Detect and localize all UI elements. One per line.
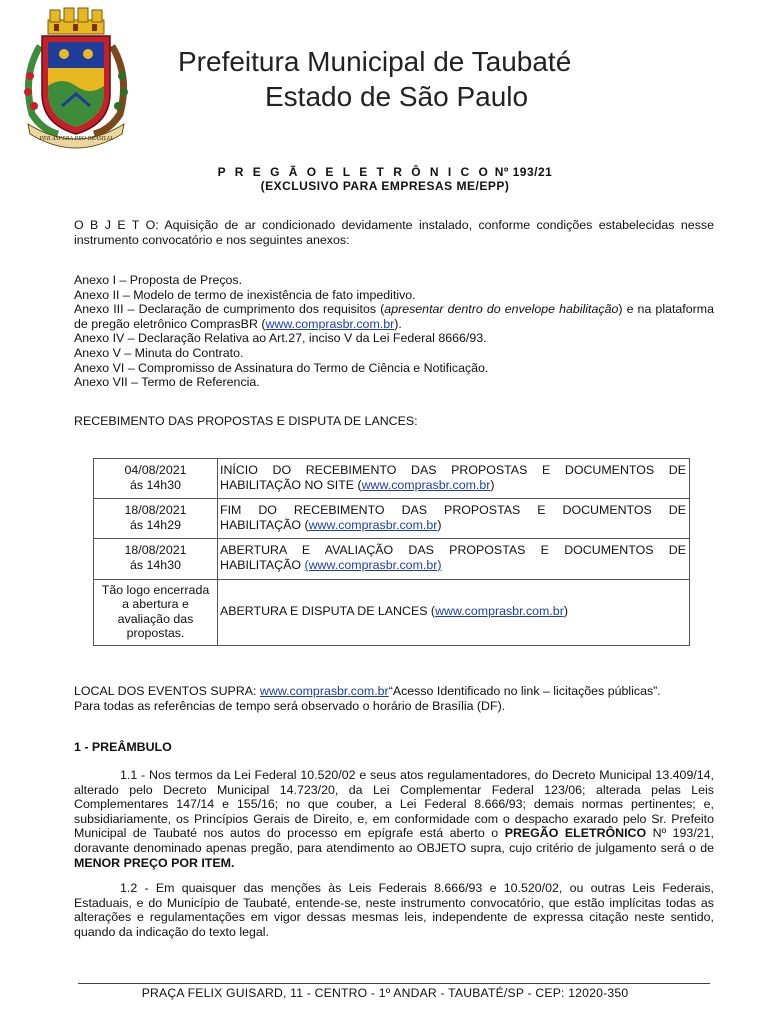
anexo-item: Anexo VI – Compromisso de Assinatura do Termo de Ciência e Notificação.	[74, 360, 489, 375]
schedule-desc-cont: HABILITAÇÃO	[220, 557, 305, 572]
schedule-time: ás 14h29	[130, 517, 181, 532]
schedule-time: ás 14h30	[130, 477, 181, 492]
anexo-item	[74, 302, 714, 331]
preambulo-paragraph-1	[74, 768, 714, 870]
objeto-text: Aquisição de ar condicionado devidamente instalado, conforme condições estabelecidas nesse instrumento convocatório e nos seguintes anexos:	[74, 218, 714, 247]
municipal-coat-of-arms-logo	[18, 6, 134, 152]
schedule-date: 18/08/2021	[124, 543, 187, 558]
anexo-item: Anexo I – Proposta de Preços.	[74, 273, 243, 287]
local-paragraph	[74, 684, 714, 699]
table-row	[94, 579, 690, 645]
schedule-date-cell	[94, 579, 218, 645]
anexo-item: Anexo VII – Termo de Referencia.	[74, 375, 260, 390]
anexo-item: Anexo IV – Declaração Relativa ao Art.27, inciso V da Lei Federal 8666/93.	[74, 331, 487, 346]
schedule-desc: FIM DO RECEBIMENTO DAS PROPOSTAS E DOCUMENTOS DE	[220, 503, 686, 518]
schedule-date-cell	[94, 499, 218, 539]
schedule-desc-cell	[218, 579, 690, 645]
schedule-desc-end: )	[563, 603, 568, 618]
pregao-title	[0, 165, 770, 179]
anexo-3-italic: apresentar dentro do envelope habilitação	[384, 302, 619, 317]
schedule-time: ás 14h30	[130, 557, 181, 572]
schedule-table	[93, 458, 690, 646]
pregao-title-text: P R E G Ã O E L E T R Ô N I C O	[217, 165, 491, 179]
schedule-desc-cont: HABILITAÇÃO NO SITE (	[220, 477, 362, 492]
pregao-exclusive: (EXCLUSIVO PARA EMPRESAS ME/EPP)	[260, 179, 510, 193]
anexo-3-text: Anexo III – Declaração de cumprimento dos requisitos (	[74, 302, 385, 317]
comprasbr-link[interactable]: www.comprasbr.com.br	[259, 684, 389, 698]
page-subtitle: Estado de São Paulo	[265, 81, 529, 112]
preambulo-p1-bold: PREGÃO ELETRÔNICO	[504, 826, 647, 841]
anexo-3-text-cont: ) e na plataforma de pregão eletrônico ComprasBR (	[74, 302, 714, 331]
objeto-label: O B J E T O:	[74, 218, 159, 232]
table-row	[94, 539, 690, 579]
schedule-desc: ABERTURA E AVALIAÇÃO DAS PROPOSTAS E DOCUMENTOS DE	[220, 543, 686, 558]
preambulo-p1-text: 1.1 - Nos termos da Lei Federal 10.520/02 e seus atos regulamentadores, do Decreto Municipal 13.409/14, alterado pelo Decreto Municipal 14.723/20, da Lei Complementar Federal 123/06; alterada pelas Leis Complementares 147/14 e 155/16; no que couber, a Lei Federal 8.666/93; demais normas pertinentes; e, subsidiariamente, os Princípios Gerais de Direito, e, em conformidade com o despacho exarado pelo Sr. Prefeito Municipal de Taubaté nos autos do processo em epígrafe está aberto o	[74, 768, 714, 841]
pregao-number: Nº 193/21	[494, 165, 553, 179]
comprasbr-link[interactable]: www.comprasbr.com.br	[435, 603, 564, 618]
preambulo-p1-bold-2: MENOR PREÇO POR ITEM.	[74, 855, 235, 870]
footer-address: PRAÇA FELIX GUISARD, 11 - CENTRO - 1º ANDAR - TAUBATÉ/SP - CEP: 12020-350	[141, 986, 629, 1000]
preambulo-paragraph-2	[74, 881, 714, 939]
anexo-item: Anexo V – Minuta do Contrato.	[74, 345, 244, 360]
comprasbr-link[interactable]: www.comprasbr.com.br	[361, 477, 491, 492]
table-row	[94, 499, 690, 539]
schedule-desc: INÍCIO DO RECEBIMENTO DAS PROPOSTAS E DOCUMENTOS DE	[220, 463, 686, 477]
footer-divider	[78, 983, 710, 984]
preambulo-p2-text: 1.2 - Em quaisquer das menções às Leis Federais 8.666/93 e 10.520/02, ou outras Leis Federais, Estaduais, e do Município de Taubaté, entende-se, neste instrumento convocatório, que estão implícitas todas as alterações e regulamentações em vigor dessas mesmas leis, independente de expressa citação neste sentido, quando da indicação do texto legal.	[74, 881, 714, 939]
schedule-desc-cell	[218, 459, 690, 499]
local-label: LOCAL DOS EVENTOS SUPRA:	[74, 684, 260, 698]
comprasbr-link[interactable]: (www.comprasbr.com.br)	[304, 557, 442, 572]
comprasbr-link[interactable]: www.comprasbr.com.br	[265, 316, 395, 331]
table-row	[94, 459, 690, 499]
schedule-date: 04/08/2021	[124, 463, 187, 477]
schedule-desc-end: )	[490, 477, 495, 492]
schedule-date-cell	[94, 539, 218, 579]
recebimento-heading: RECEBIMENTO DAS PROPOSTAS E DISPUTA DE LANCES:	[74, 414, 418, 428]
schedule-date: Tão logo encerrada a abertura e avaliação das propostas.	[101, 582, 210, 641]
schedule-desc-cell	[218, 539, 690, 579]
schedule-desc-end: )	[437, 517, 442, 532]
crest-motto: PER ASPERA PRO BRASILIA	[39, 136, 113, 142]
anexo-item: Anexo II – Modelo de termo de inexistência de fato impeditivo.	[74, 287, 416, 302]
objeto-paragraph	[74, 218, 714, 247]
comprasbr-link[interactable]: www.comprasbr.com.br	[308, 517, 438, 532]
local-text: “Acesso Identificado no link – licitações públicas”.	[388, 684, 661, 698]
anexo-3-end: ).	[394, 316, 402, 331]
preambulo-heading: 1 - PREÂMBULO	[74, 740, 172, 754]
schedule-desc-cont: HABILITAÇÃO (	[220, 517, 309, 532]
page-title: Prefeitura Municipal de Taubaté	[178, 46, 572, 77]
local-timezone-note: Para todas as referências de tempo será observado o horário de Brasília (DF).	[74, 699, 506, 713]
preambulo-p1-text-cont: Nº 193/21, doravante denominado apenas pregão, para atendimento ao OBJETO supra, cujo critério de julgamento será o de	[74, 826, 714, 855]
anexos-list	[74, 273, 714, 390]
schedule-date: 18/08/2021	[124, 503, 187, 518]
schedule-desc-cell	[218, 499, 690, 539]
schedule-date-cell	[94, 459, 218, 499]
schedule-desc: ABERTURA E DISPUTA DE LANCES (	[220, 603, 436, 618]
